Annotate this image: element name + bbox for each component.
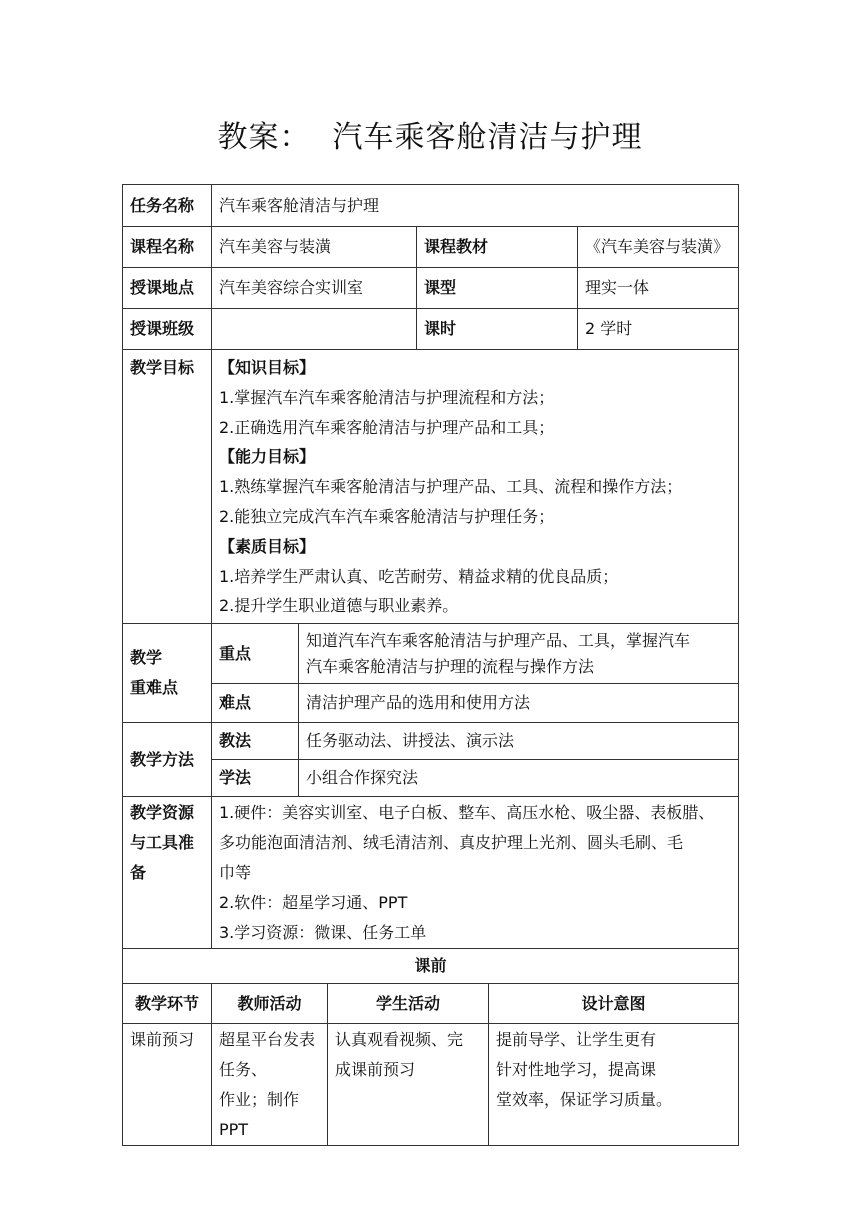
lesson-plan-table [122, 184, 739, 1146]
resource-line: 多功能泡面清洁剂、绒毛清洁剂、真皮护理上光剂、圆头毛刷、毛 [219, 833, 684, 852]
design-intent-cell: 提前导学、让学生更有 针对性地学习，提高课 堂效率，保证学习质量。 [489, 1024, 739, 1146]
goal-item: 2.提升学生职业道德与职业素养。 [219, 596, 459, 616]
course-type-value: 理实一体 [578, 268, 739, 309]
stage-cell: 课前预习 [123, 1024, 212, 1146]
goal-item: 1.熟练掌握汽车乘客舱清洁与护理产品、工具、流程和操作方法； [219, 477, 683, 497]
row-course-name [123, 227, 739, 268]
row-class [123, 309, 739, 350]
course-name-label: 课程名称 [123, 227, 212, 268]
hours-label: 课时 [417, 309, 578, 350]
row-key-point [123, 624, 739, 684]
goal-item: 2.能独立完成汽车汽车乘客舱清洁与护理任务； [219, 506, 555, 526]
teach-method-label: 教法 [212, 723, 299, 760]
row-preclass-headers [123, 984, 739, 1024]
row-location [123, 268, 739, 309]
key-point-value: 知道汽车汽车乘客舱清洁与护理产品、工具，掌握汽车 汽车乘客舱清洁与护理的流程与操作方法 [299, 624, 739, 684]
location-label: 授课地点 [123, 268, 212, 309]
header-student: 学生活动 [328, 984, 489, 1024]
row-hard-point [123, 684, 739, 723]
header-intent: 设计意图 [489, 984, 739, 1024]
textbook-value: 《汽车美容与装潢》 [578, 227, 739, 268]
course-type-label: 课型 [417, 268, 578, 309]
learn-method-value: 小组合作探究法 [299, 760, 739, 797]
document-title [0, 112, 860, 156]
goal-heading-ability: 【能力目标】 [219, 447, 316, 467]
header-teacher: 教师活动 [212, 984, 328, 1024]
teacher-activity-cell: 超星平台发表任务、 作业；制作 PPT [212, 1024, 328, 1146]
key-point-label: 重点 [212, 624, 299, 684]
row-task-name [123, 185, 739, 227]
teach-method-value: 任务驱动法、讲授法、演示法 [299, 723, 739, 760]
row-preclass-section [123, 949, 739, 984]
goal-heading-knowledge: 【知识目标】 [219, 358, 316, 377]
task-name-value: 汽车乘客舱清洁与护理 [212, 185, 739, 227]
hours-value: 2 学时 [578, 309, 739, 350]
class-label: 授课班级 [123, 309, 212, 350]
preclass-section-label: 课前 [123, 949, 739, 984]
goals-label: 教学目标 [123, 350, 212, 624]
row-resources [123, 797, 739, 949]
title-main: 汽车乘客舱清洁与护理 [332, 120, 643, 155]
textbook-label: 课程教材 [417, 227, 578, 268]
resource-line: 1.硬件：美容实训室、电子白板、整车、高压水枪、吸尘器、表板腊、 [219, 803, 715, 822]
row-teach-method [123, 723, 739, 760]
class-value [212, 309, 417, 350]
resource-line: 巾等 [219, 863, 252, 882]
title-prefix: 教案： [217, 120, 311, 155]
resources-content [212, 797, 739, 949]
course-name-value: 汽车美容与装潢 [212, 227, 417, 268]
goal-heading-quality: 【素质目标】 [219, 536, 316, 556]
student-activity-cell: 认真观看视频、完 成课前预习 [328, 1024, 489, 1146]
goal-item: 1.掌握汽车汽车乘客舱清洁与护理流程和方法； [219, 387, 555, 407]
resources-label: 教学资源 与工具准 备 [123, 797, 212, 949]
methods-label: 教学方法 [123, 723, 212, 797]
resource-line: 2.软件：超星学习通、PPT [219, 893, 408, 912]
location-value: 汽车美容综合实训室 [212, 268, 417, 309]
row-preclass-preview [123, 1024, 739, 1146]
header-stage: 教学环节 [123, 984, 212, 1024]
goal-item: 1.培养学生严肃认真、吃苦耐劳、精益求精的优良品质； [219, 566, 619, 586]
difficulty-label: 教学 重难点 [123, 624, 212, 723]
learn-method-label: 学法 [212, 760, 299, 797]
hard-point-label: 难点 [212, 684, 299, 723]
row-learn-method [123, 760, 739, 797]
resource-line: 3.学习资源：微课、任务工单 [219, 923, 427, 942]
goals-content [212, 350, 739, 624]
row-goals [123, 350, 739, 624]
goal-item: 2.正确选用汽车乘客舱清洁与护理产品和工具； [219, 417, 555, 437]
task-name-label: 任务名称 [123, 185, 212, 227]
hard-point-value: 清洁护理产品的选用和使用方法 [299, 684, 739, 723]
